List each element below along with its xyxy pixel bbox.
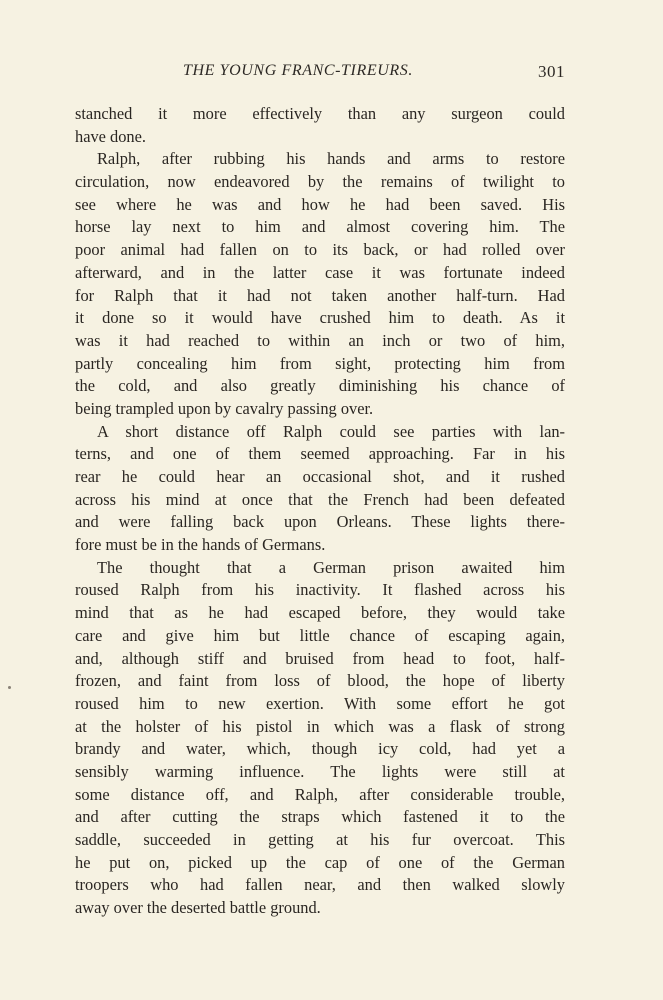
- text-line: partly concealing him from sight, protecting him from: [75, 353, 565, 373]
- text-line: rear he could hear an occasional shot, and it rushed: [75, 467, 565, 486]
- text-line: care and give him but little chance of escaping again,: [75, 625, 565, 645]
- text-line: away over the deserted battle ground.: [75, 898, 321, 918]
- text-line: frozen, and faint from loss of blood, the hope of liberty: [75, 671, 565, 691]
- text-line: stanched it more effectively than any surgeon could: [75, 104, 565, 123]
- text-line: the cold, and also greatly diminishing his chance of: [75, 376, 565, 396]
- text-line: he put on, picked up the cap of one of the German: [75, 852, 565, 872]
- text-line: mind that as he had escaped before, they would take: [75, 603, 565, 623]
- running-head: [75, 62, 565, 88]
- text-line: roused him to new exertion. With some effort he got: [75, 693, 565, 713]
- page-number: 301: [538, 62, 565, 81]
- text-line: being trampled upon by cavalry passing over.: [75, 398, 374, 418]
- text-line: A short distance off Ralph could see parties with lan-: [97, 421, 565, 441]
- text-line: Ralph, after rubbing his hands and arms to restore: [97, 149, 565, 169]
- text-line: and, although stiff and bruised from head to foot, half-: [75, 648, 565, 668]
- text-line: it done so it would have crushed him to death. As it: [75, 308, 565, 328]
- text-line: The thought that a German prison awaited him: [97, 557, 565, 577]
- text-line: horse lay next to him and almost covering him. The: [75, 217, 565, 237]
- text-line: some distance off, and Ralph, after considerable trouble,: [75, 784, 565, 804]
- text-line: at the holster of his pistol in which was a flask of strong: [75, 716, 565, 736]
- text-line: sensibly warming influence. The lights were still at: [75, 761, 565, 781]
- text-line: for Ralph that it had not taken another half-turn. Had: [75, 285, 565, 305]
- text-line: poor animal had fallen on to its back, or had rolled over: [75, 240, 565, 260]
- text-line: have done.: [75, 126, 146, 146]
- text-line: and after cutting the straps which fastened it to the: [75, 807, 565, 827]
- text-line: saddle, succeeded in getting at his fur overcoat. This: [75, 830, 565, 849]
- text-line: was it had reached to within an inch or two of him,: [75, 330, 565, 350]
- text-line: roused Ralph from his inactivity. It flashed across his: [75, 580, 565, 600]
- text-line: circulation, now endeavored by the remains of twilight to: [75, 172, 565, 192]
- margin-speck: [8, 686, 11, 689]
- text-line: troopers who had fallen near, and then walked slowly: [75, 875, 565, 895]
- text-line: brandy and water, which, though icy cold, had yet a: [75, 739, 565, 759]
- text-line: terns, and one of them seemed approaching. Far in his: [75, 444, 565, 464]
- text-line: see where he was and how he had been saved. His: [75, 194, 565, 214]
- body-text: [75, 103, 565, 920]
- running-title: THE YOUNG FRANC-TIREURS.: [183, 62, 413, 79]
- text-line: fore must be in the hands of Germans.: [75, 535, 326, 555]
- text-line: and were falling back upon Orleans. These lights there-: [75, 512, 565, 532]
- text-line: afterward, and in the latter case it was fortunate indeed: [75, 262, 565, 282]
- text-line: across his mind at once that the French had been defeated: [75, 489, 565, 509]
